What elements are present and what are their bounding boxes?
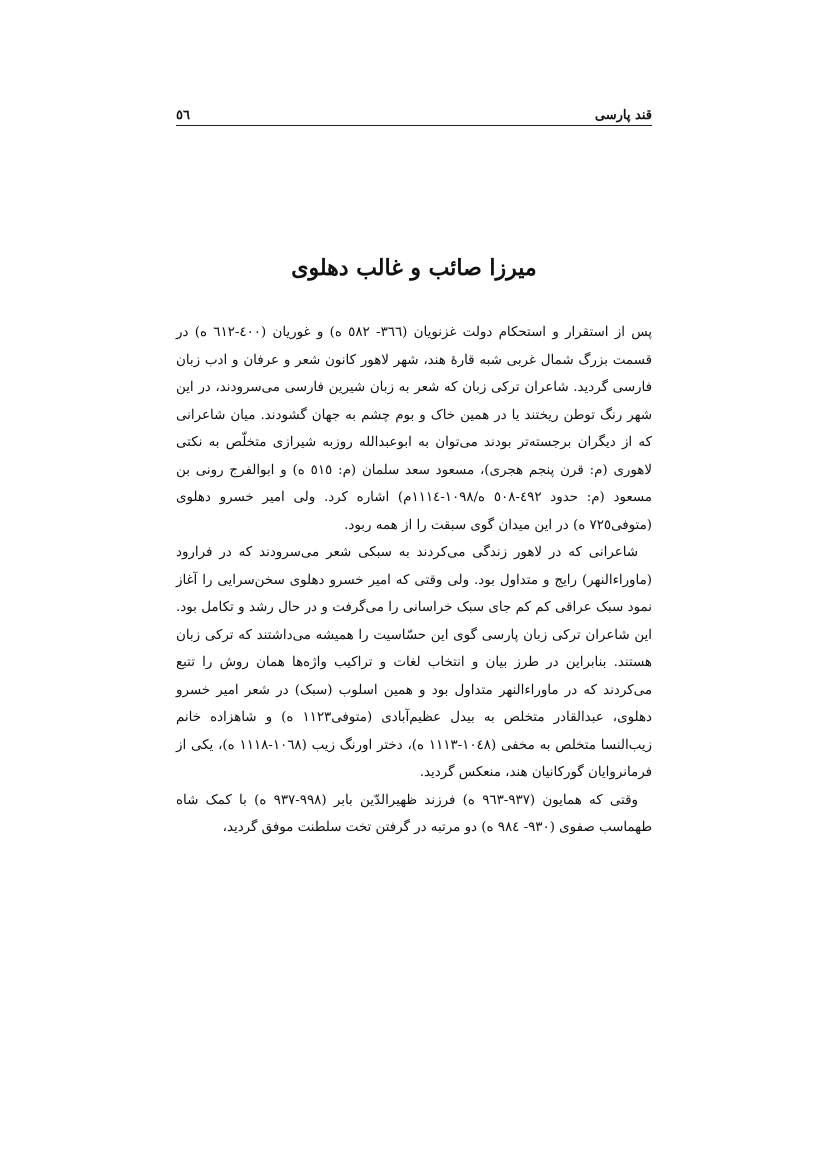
- paragraph-1: پس از استقرار و استحکام دولت غزنویان (٣٦٦- ٥٨٢ ه) و غوریان (٤٠٠-٦١٢ ه) در قسمت بزرگ شمال غربی شبه قارۀ هند، شهر لاهور کانون شعر و عرفان و ادب زبان فارسی گردید. شاعران ترکی زبان که شعر به زبان شیرین فارسی می‌سرودند، در این شهر رنگ توطن ریختند یا در همین خاک و بوم چشم به جهان گشودند. میان شاعرانی که از دیگران برجسته‌تر بودند می‌توان به ابوعبدالله روزبه شیرازی متخلّص به نکتی لاهوری (م: قرن پنجم هجری)، مسعود سعد سلمان (م: ٥١٥ ه) و ابوالفرج رونی بن مسعود (م: حدود ٤٩٢-٥٠٨ ه/١٠٩٨-١١١٤م) اشاره کرد. ولی امیر خسرو دهلوی (متوفی٧٢٥ ه) در این میدان گوی سبقت را از همه ربود.: [176, 325, 653, 533]
- running-header: [176, 102, 652, 126]
- paragraph-3: وقتی که همایون (٩٣٧-٩٦٣ ه) فرزند ظهیرالدّین بابر (٩٩٨-٩٣٧ ه) با کمک شاه طهماسب صفوی (٩٣٠- ٩٨٤ ه) دو مرتبه در گرفتن تخت سلطنت موفق گردید،: [176, 792, 652, 835]
- article-body: [176, 319, 652, 842]
- journal-title: قند پارسی: [594, 108, 652, 123]
- article-title: میرزا صائب و غالب دهلوی: [291, 255, 537, 281]
- page-number: ٥٦: [176, 108, 190, 123]
- paragraph-2: شاعرانی که در لاهور زندگی می‌کردند به سبکی شعر می‌سرودند که در فرارود (ماوراءالنهر) رایج و متداول بود. ولی وقتی که امیر خسرو دهلوی سخن‌سرایی را آغاز نمود سبک عراقی کم کم جای سبک خراسانی را می‌گرفت و در حال رشد و تکامل بود. این شاعران ترکی زبان پارسی گوی این حسّاسیت را همیشه می‌داشتند که ترکی زبان هستند. بنابراین در طرز بیان و انتخاب لغات و تراکیب واژه‌ها همان روش را تتبع می‌کردند که در ماوراءالنهر متداول بود و همین اسلوب (سبک) در شعر امیر خسرو دهلوی، عبدالقادر متخلص به بیدل عظیم‌آبادی (متوفی١١٢٣ ه) و شاهزاده خانم زیب‌النسا متخلص به مخفی (١٠٤٨-١١١٣ ه)، دختر اورنگ زیب (١٠٦٨-١١١٨ ه)، یکی از فرمانروایان گورکانیان هند، منعکس گردید.: [176, 545, 653, 780]
